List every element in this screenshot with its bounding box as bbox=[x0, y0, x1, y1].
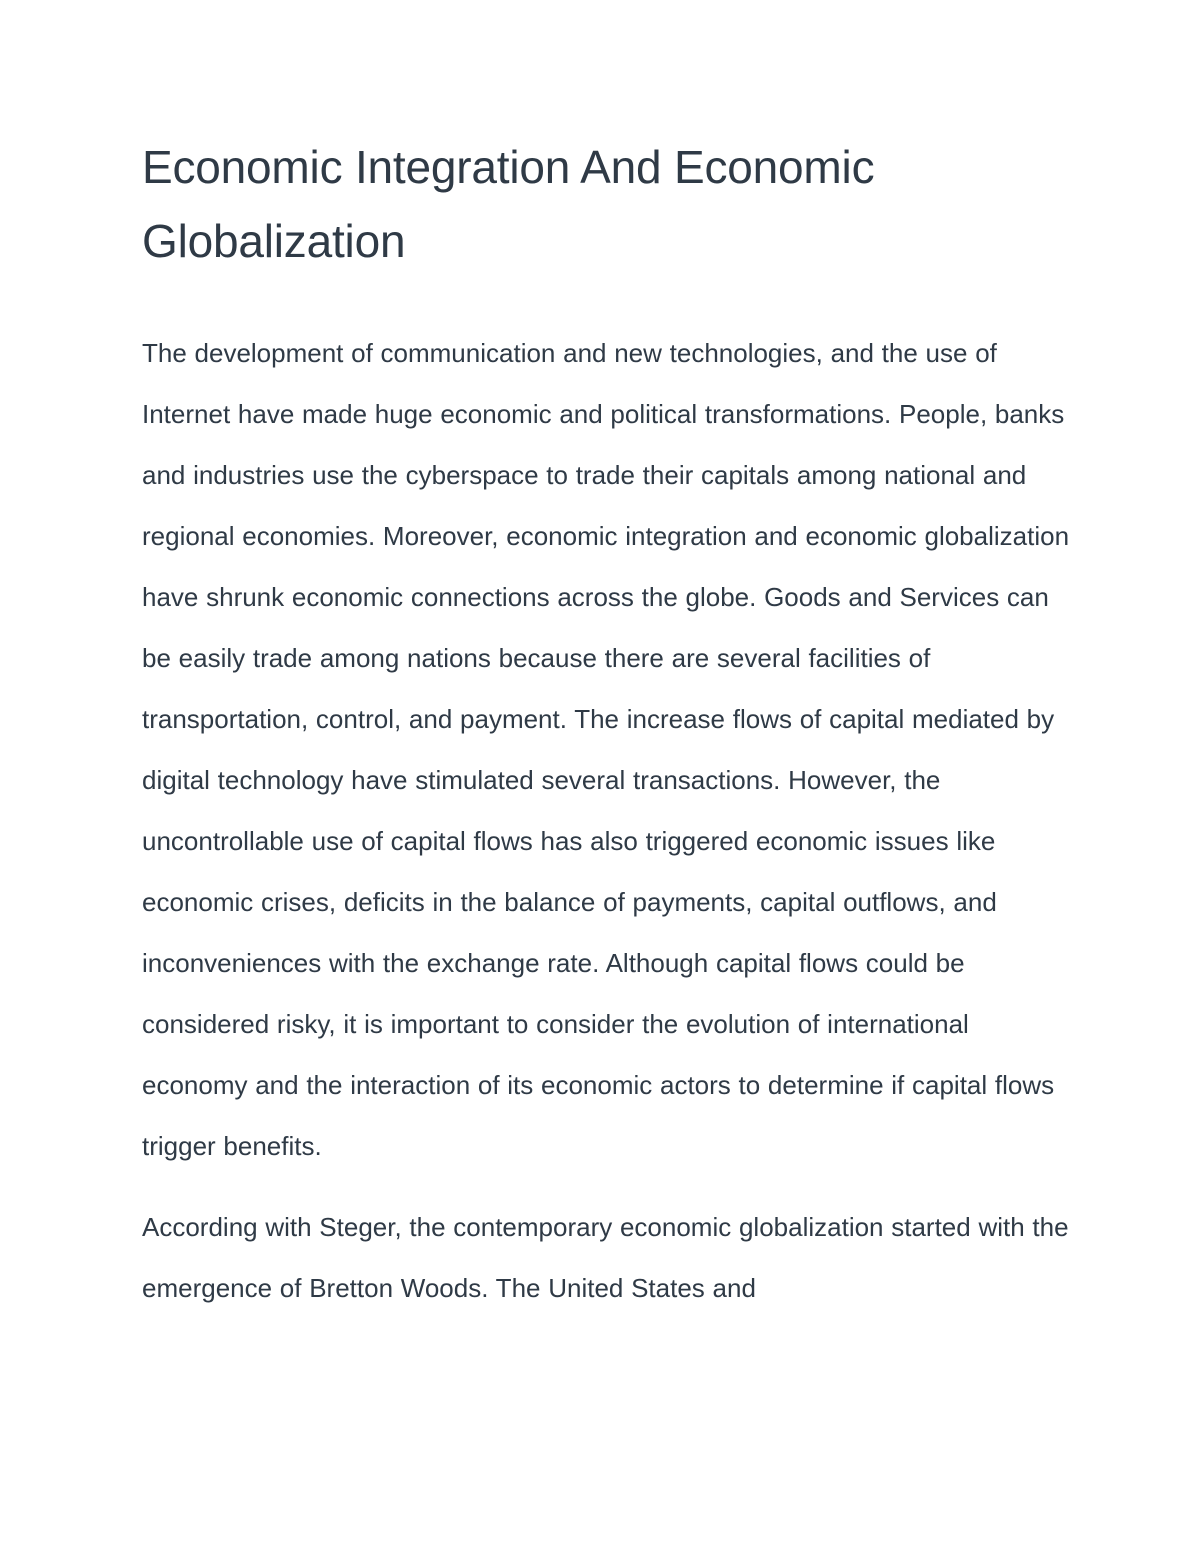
paragraph-2: According with Steger, the contemporary economic globalization started with the emergence of Bretton Woods. The United States and bbox=[142, 1212, 1069, 1303]
document-page bbox=[142, 130, 1072, 1319]
paragraph-1: The development of communication and new technologies, and the use of Internet have made huge economic and political transformations. People, banks and industries use the cyberspace to trade their capitals among national and regional economies. Moreover, economic integration and economic globalization have shrunk economic connections across the globe. Goods and Services can be easily trade among nations because there are several facilities of transportation, control, and payment. The increase flows of capital mediated by digital technology have stimulated several transactions. However, the uncontrollable use of capital flows has also triggered economic issues like economic crises, deficits in the balance of payments, capital outflows, and inconveniences with the exchange rate. Although capital flows could be considered risky, it is important to consider the evolution of international economy and the interaction of its economic actors to determine if capital flows trigger benefits. bbox=[142, 338, 1070, 1161]
document-title: Economic Integration And Economic Globalization bbox=[142, 141, 875, 267]
